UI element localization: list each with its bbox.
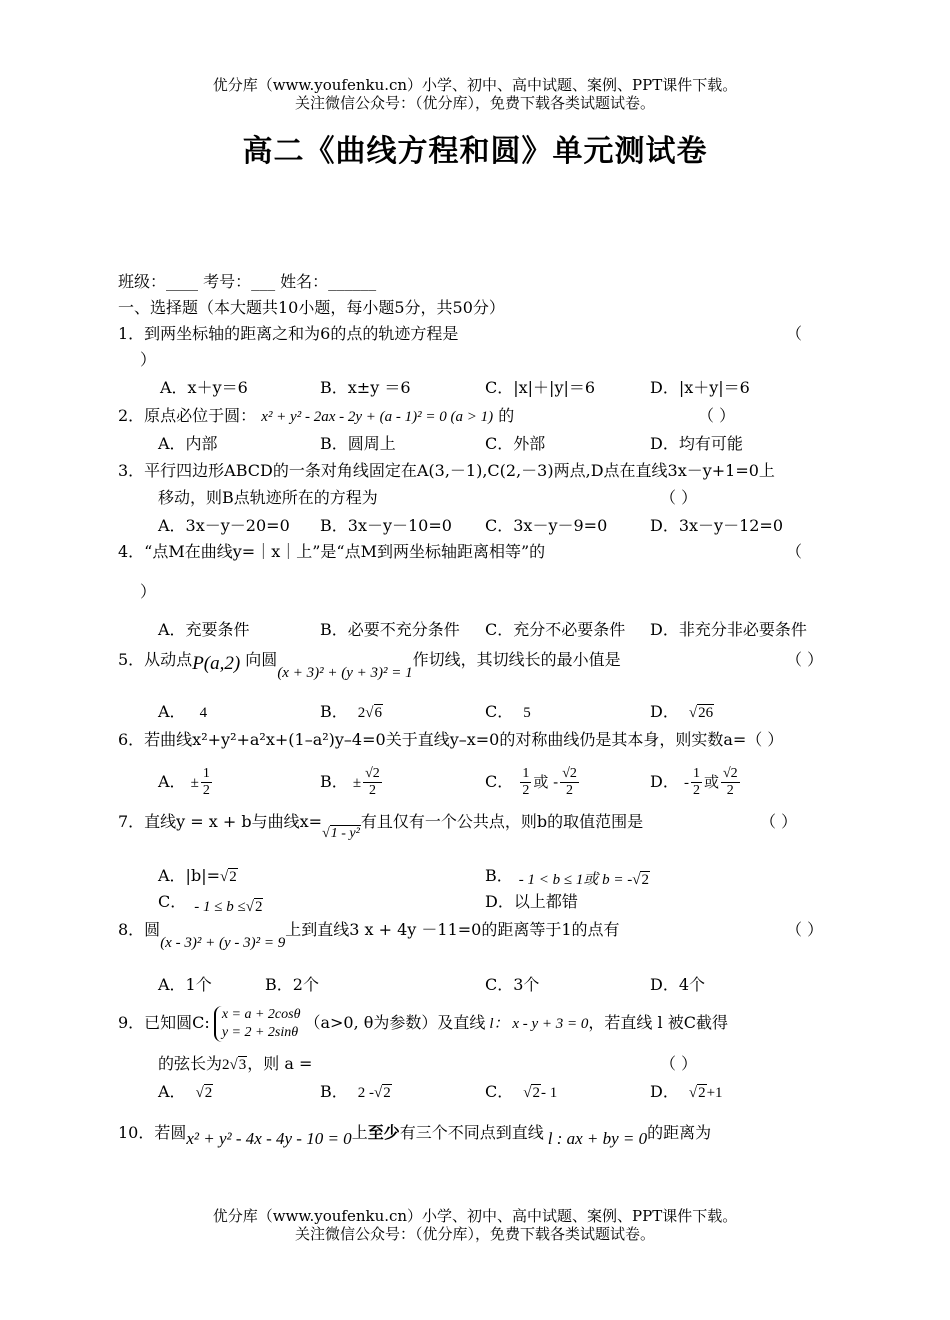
- question-1-option-c: C．|x|＋|y|＝6: [485, 378, 596, 397]
- question-5-option-b-radicand: 6: [374, 705, 382, 721]
- question-5-mid: 向圆: [245, 650, 278, 669]
- question-1-option-a: A．x＋y＝6: [160, 378, 248, 397]
- question-7-radicand: 1 - y²: [330, 826, 360, 841]
- question-5-option-b-label: B．: [320, 702, 348, 721]
- question-6-option-d: [650, 760, 742, 805]
- question-5-equation: (x + 3)² + (y + 3)² = 1: [277, 665, 413, 681]
- question-9-line-2-post: ，则 a =: [247, 1054, 313, 1073]
- question-6-option-c-or: 或 -: [533, 773, 559, 791]
- question-9-option-a-radicand: 2: [204, 1085, 213, 1101]
- question-7-option-b-radicand: 2: [641, 872, 649, 888]
- question-1-option-b: B．x±y ＝6: [320, 378, 411, 397]
- question-9-option-c-label: C．: [485, 1082, 514, 1101]
- question-5-option-c-value: 5: [523, 705, 531, 721]
- question-9-option-d: D． √2+1: [650, 1082, 723, 1101]
- question-10-mid: 有三个不同点到直线: [399, 1123, 544, 1142]
- question-9-option-c-radicand: 2: [532, 1085, 540, 1101]
- question-1-stem: 1．到两坐标轴的距离之和为6的点的轨迹方程是: [118, 324, 459, 343]
- question-3-option-d: D．3x－y－12=0: [650, 516, 784, 535]
- question-4-stem: 4．“点M在曲线y=｜x｜上”是“点M到两坐标轴距离相等”的: [118, 542, 546, 561]
- question-7-option-a: A．|b|=√2: [158, 866, 237, 885]
- question-2-option-c: C．外部: [485, 434, 546, 453]
- question-10-on: 上: [351, 1123, 368, 1142]
- question-6-option-c: [485, 760, 581, 804]
- question-8-option-d: D．4个: [650, 975, 706, 994]
- question-5-paren: （ ）: [786, 650, 824, 669]
- question-7-option-c-radicand: 2: [254, 899, 263, 915]
- question-6-option-a-fraction: $\frac{1}{2}$: [202, 766, 210, 798]
- question-1-paren-left: （: [786, 324, 803, 343]
- question-5-option-d-label: D．: [650, 702, 679, 721]
- question-6-option-d-label: D．: [650, 772, 679, 791]
- question-6-option-a: [158, 760, 214, 805]
- question-6-option-d-fraction-1: $\frac{1}{2}$: [692, 766, 700, 798]
- question-5-option-d-radicand: 26: [698, 705, 714, 721]
- question-9-system-line-1: x = a + 2cosθ: [221, 1006, 301, 1022]
- question-8-equation: (x - 3)² + (y - 3)² = 9: [160, 935, 286, 951]
- question-5-pre: 5．从动点: [118, 650, 193, 669]
- page-title: 高二《曲线方程和圆》单元测试卷: [242, 134, 708, 169]
- question-5-post: 作切线，其切线长的最小值是: [412, 650, 621, 669]
- question-7-option-a-label: A．|b|=: [158, 866, 220, 885]
- question-9-option-b-label: B．: [320, 1082, 348, 1101]
- header-line-1: 优分库（www.youfenku.cn）小学、初中、高中试题、案例、PPT课件下载。: [212, 76, 738, 94]
- question-5-point: P(a,2): [192, 653, 241, 674]
- question-7-option-c: C． - 1 ≤ b ≤√2: [158, 892, 263, 915]
- question-6-option-c-fraction-1: $\frac{1}{2}$: [522, 766, 530, 798]
- question-5-option-d-radical-sign: √: [688, 705, 698, 721]
- question-3-option-a: A．3x－y－20=0: [158, 516, 290, 535]
- question-9-option-c: C． √2- 1: [485, 1082, 558, 1101]
- question-2-paren: （ ）: [698, 406, 736, 425]
- question-10-post: 的距离为: [647, 1123, 712, 1142]
- question-2-option-b: B．圆周上: [320, 434, 396, 453]
- question-5-option-b-radical-sign: √: [365, 705, 374, 721]
- question-5-option-c: [485, 702, 531, 723]
- question-9-option-c-post: - 1: [540, 1085, 558, 1101]
- question-7-option-b-text: - 1 < b ≤ 1或 b = -: [518, 872, 633, 888]
- question-9-option-d-post: +1: [706, 1085, 723, 1101]
- question-4-option-c: C．充分不必要条件: [485, 620, 626, 639]
- question-7-post: 有且仅有一个公共点，则b的取值范围是: [360, 812, 644, 831]
- question-2-equation: x² + y² - 2ax - 2y + (a - 1)² = 0 (a > 1): [261, 409, 494, 425]
- question-5-option-b-coef: 2: [357, 705, 366, 721]
- question-8-paren: （ ）: [786, 920, 824, 939]
- question-6-stem: 6．若曲线x²+y²+a²x+(1–a²)y–4=0关于直线y–x=0的对称曲线仍是其本身，则实数a=（ ）: [118, 730, 784, 749]
- question-8-option-c: C．3个: [485, 975, 540, 994]
- question-8-pre: 8．圆: [118, 920, 161, 939]
- question-2-option-d: D．均有可能: [650, 434, 743, 453]
- question-4-option-a: A．充要条件: [158, 620, 250, 639]
- footer-line-2: 关注微信公众号：（优分库），免费下载各类试题试卷。: [294, 1225, 655, 1243]
- question-7-option-c-text: - 1 ≤ b ≤: [194, 899, 246, 915]
- question-9-pre: 9．已知圆C:: [118, 1013, 210, 1032]
- question-3-line-2: 移动，则B点轨迹所在的方程为: [158, 488, 378, 507]
- question-5-option-b: [320, 702, 383, 723]
- question-1-option-d: D．|x＋y|＝6: [650, 378, 750, 397]
- question-2-pre: 2．原点必位于圆：: [118, 406, 257, 425]
- question-6-option-b-fraction: $\frac{√2}{2}$: [365, 766, 380, 798]
- question-9-option-d-label: D．: [650, 1082, 679, 1101]
- question-6-option-a-label: A．: [158, 772, 186, 791]
- footer-line-1: 优分库（www.youfenku.cn）小学、初中、高中试题、案例、PPT课件下载。: [212, 1207, 738, 1225]
- question-9-option-a-label: A．: [158, 1082, 186, 1101]
- question-5-option-a-label: A．: [158, 702, 186, 721]
- question-7-stem: 7．直线y = x + b与曲线x=√1 - y²有且仅有一个公共点，则b的取值范围是: [118, 812, 644, 841]
- question-2-post: 的: [498, 406, 515, 425]
- question-9-option-b-pre: 2 -: [357, 1085, 375, 1101]
- question-6-option-d-fraction-2: $\frac{√2}{2}$: [722, 766, 738, 798]
- student-info-line: 班级：____ 考号：___ 姓名：______: [118, 272, 377, 291]
- question-9-line-2: 的弦长为2√3，则 a =: [158, 1054, 313, 1073]
- question-10-line-equation: l : ax + by = 0: [547, 1129, 648, 1148]
- question-2-option-a: A．内部: [158, 434, 218, 453]
- question-4-option-d: D．非充分非必要条件: [650, 620, 807, 639]
- question-5-option-d: [650, 702, 714, 723]
- question-9-condition: （a>0, θ为参数）及直线: [304, 1013, 486, 1032]
- question-10-equation: x² + y² - 4x - 4y - 10 = 0: [186, 1129, 352, 1148]
- question-9-line-equation: l： x - y + 3 = 0: [489, 1016, 589, 1032]
- question-9-line-2-pre: 的弦长为: [158, 1054, 223, 1073]
- question-10-pre: 10．若圆: [118, 1123, 187, 1142]
- question-6-option-d-sign: -: [683, 775, 689, 791]
- question-3-option-b: B．3x－y－10=0: [320, 516, 452, 535]
- question-8-option-b: B．2个: [265, 975, 319, 994]
- question-8-stem: [118, 920, 620, 951]
- question-9-option-d-radicand: 2: [698, 1085, 706, 1101]
- question-5-option-a: [158, 702, 207, 723]
- question-9-stem: [118, 1003, 728, 1044]
- question-7-option-a-radicand: 2: [229, 869, 237, 885]
- question-7-pre: 7．直线y = x + b与曲线x=: [118, 812, 323, 831]
- question-9-chord-radicand: 3: [238, 1057, 247, 1073]
- question-6-option-d-or: 或: [703, 773, 719, 791]
- question-5-option-a-value: 4: [199, 705, 208, 721]
- question-7-option-c-label: C．: [158, 892, 187, 911]
- question-9-post: ，若直线 l 被C截得: [588, 1013, 728, 1032]
- question-6-option-c-label: C．: [485, 772, 514, 791]
- question-7-paren: （ ）: [760, 812, 798, 831]
- question-3-line-1: 3．平行四边形ABCD的一条对角线固定在A(3,－1),C(2,－3)两点,D点在直线3x－y+1=0上: [118, 461, 775, 480]
- question-6-option-a-sign: ±: [190, 775, 199, 791]
- question-9-option-a: A． √2: [158, 1082, 213, 1101]
- question-1-paren-right: ）: [140, 350, 157, 369]
- question-7-option-b: B． - 1 < b ≤ 1或 b = -√2: [485, 866, 649, 888]
- question-6-option-b-label: B．: [320, 772, 348, 791]
- question-8-option-a: A．1个: [158, 975, 212, 994]
- question-8-post: 上到直线3 x + 4y －11=0的距离等于1的点有: [285, 920, 620, 939]
- question-4-paren-left: （: [786, 542, 803, 561]
- question-5-stem: [118, 650, 621, 681]
- question-9-parametric-system: [214, 1006, 301, 1042]
- question-5-option-c-label: C．: [485, 702, 514, 721]
- question-6-option-b: [320, 760, 384, 805]
- question-9-paren: （ ）: [660, 1054, 698, 1073]
- question-7-option-b-label: B．: [485, 866, 513, 885]
- question-6-option-b-sign: ±: [352, 775, 362, 791]
- question-9-chord-coef: 2: [222, 1057, 230, 1073]
- header-line-2: 关注微信公众号：（优分库），免费下载各类试题试卷。: [294, 94, 655, 112]
- question-6-option-c-fraction-2: $\frac{√2}{2}$: [562, 766, 577, 798]
- question-3-option-c: C．3x－y－9=0: [485, 516, 608, 535]
- question-7-option-d: D．以上都错: [485, 892, 578, 911]
- section-heading: 一、选择题（本大题共10小题，每小题5分，共50分）: [118, 298, 505, 317]
- question-9-system-line-2: y = 2 + 2sinθ: [221, 1024, 299, 1040]
- question-10-emphasis: 至少: [367, 1123, 400, 1142]
- question-3-paren: （ ）: [660, 488, 698, 507]
- question-4-option-b: B．必要不充分条件: [320, 620, 460, 639]
- question-4-paren-right: ）: [140, 582, 157, 601]
- question-2-stem: [118, 406, 514, 427]
- question-9-option-b: B． 2 -√2: [320, 1082, 391, 1101]
- question-9-option-b-radicand: 2: [383, 1085, 391, 1101]
- question-10-stem: [118, 1113, 711, 1153]
